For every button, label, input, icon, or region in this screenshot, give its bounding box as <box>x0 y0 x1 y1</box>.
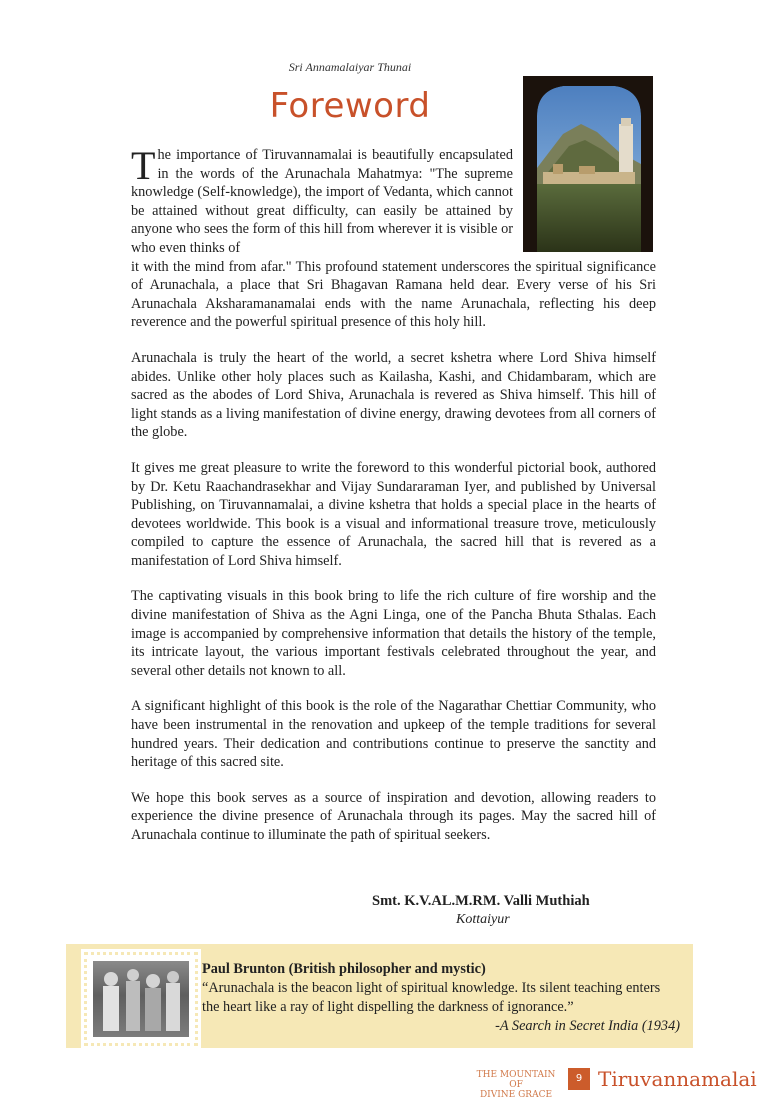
footer-brand: Tiruvannamalai <box>598 1067 757 1091</box>
quote-author: Paul Brunton (British philosopher and mystic) <box>202 961 486 977</box>
portrait-stamp <box>84 952 198 1046</box>
paragraph-6: We hope this book serves as a source of inspiration and devotion, allowing readers to experience the divine presence of Arunachala through its pages. May the sacred hill of Arunachala continue to illuminate the path of spiritual seekers. <box>131 789 656 843</box>
paragraph-4: The captivating visuals in this book bring to life the rich culture of fire worship and the divine manifestation of Shiva as the Agni Linga, one of the Pancha Bhuta Sthalas. Each image is accompanied by comprehensive information that details the history of the temple, its intricate layout, the various important festivals celebrated throughout the year, and several other details not known to all. <box>131 588 656 679</box>
paragraph-1-lead-text: he importance of Tiruvannamalai is beautifully encapsulated in the words of the Arunachala Mahatmya: "The supreme knowledge (Self-knowledge), the import of Vedanta, which cannot be attained without great difficulty, can easily be attained by anyone who sees the form of this hill from wherever it is visible or who even thinks of <box>131 147 513 256</box>
paragraph-3: It gives me great pleasure to write the foreword to this wonderful pictorial book, authored by Dr. Ketu Raachandrasekhar and Vijay Sundararaman Iyer, and published by Universal Publishing, on Tiruvannamalai, a divine kshetra that holds a special place in the hearts of devotees worldwide. This book is a visual and informational treasure trove, meticulously compiled to capture the essence of Arunachala, the sacred hill that is revered as a manifestation of Lord Shiva himself. <box>131 459 656 569</box>
quote <box>202 960 680 1036</box>
quote-text: “Arunachala is the beacon light of spiritual knowledge. Its silent teaching enters the heart like a ray of light dispelling the darkness of ignorance.” <box>202 980 661 1015</box>
drop-cap: T <box>131 143 156 188</box>
quote-source: -A Search in Secret India (1934) <box>495 1018 680 1034</box>
page-footer <box>474 1067 757 1100</box>
page-number: 9 <box>568 1068 590 1090</box>
paragraph-5: A significant highlight of this book is the role of the Nagarathar Chettiar Community, who have been instrumental in the renovation and upkeep of the temple traditions for several hundred years. Their dedication and contributions continue to preserve the sanctity and heritage of this sacred site. <box>131 698 656 771</box>
signature-place: Kottaiyur <box>456 912 510 927</box>
footer-tagline-line1: THE MOUNTAIN OF <box>476 1070 556 1090</box>
portrait-photo <box>93 961 189 1037</box>
portrait-figures <box>93 961 183 1031</box>
page-header: Sri Annamalaiyar Thunai <box>288 60 412 74</box>
signature-name: Smt. K.V.AL.M.RM. Valli Muthiah <box>372 893 590 909</box>
footer-tagline <box>474 1070 558 1100</box>
paragraph-2: Arunachala is truly the heart of the world, a secret kshetra where Lord Shiva himself abides. Unlike other holy places such as Kailasha, Kashi, and Chidambaram, which are sacred as the abodes of Lord Shiva, Arunachala is revered as Shiva himself. This hill of light stands as a living manifestation of divine energy, drawing devotees from all corners of the globe. <box>131 349 656 441</box>
foreword-body <box>131 143 656 845</box>
footer-tagline-line2: DIVINE GRACE <box>479 1090 553 1100</box>
page-title: Foreword <box>269 86 431 126</box>
paragraph-1-lead <box>131 143 513 258</box>
paragraph-1-rest: it with the mind from afar." This profound statement underscores the spiritual significance of Arunachala, a place that Sri Bhagavan Ramana held dear. Every verse of his Sri Arunachala Aksharamanamalai ends with the name Arunachala, reflecting his deep reverence and the powerful spiritual presence of this holy hill. <box>131 258 656 331</box>
